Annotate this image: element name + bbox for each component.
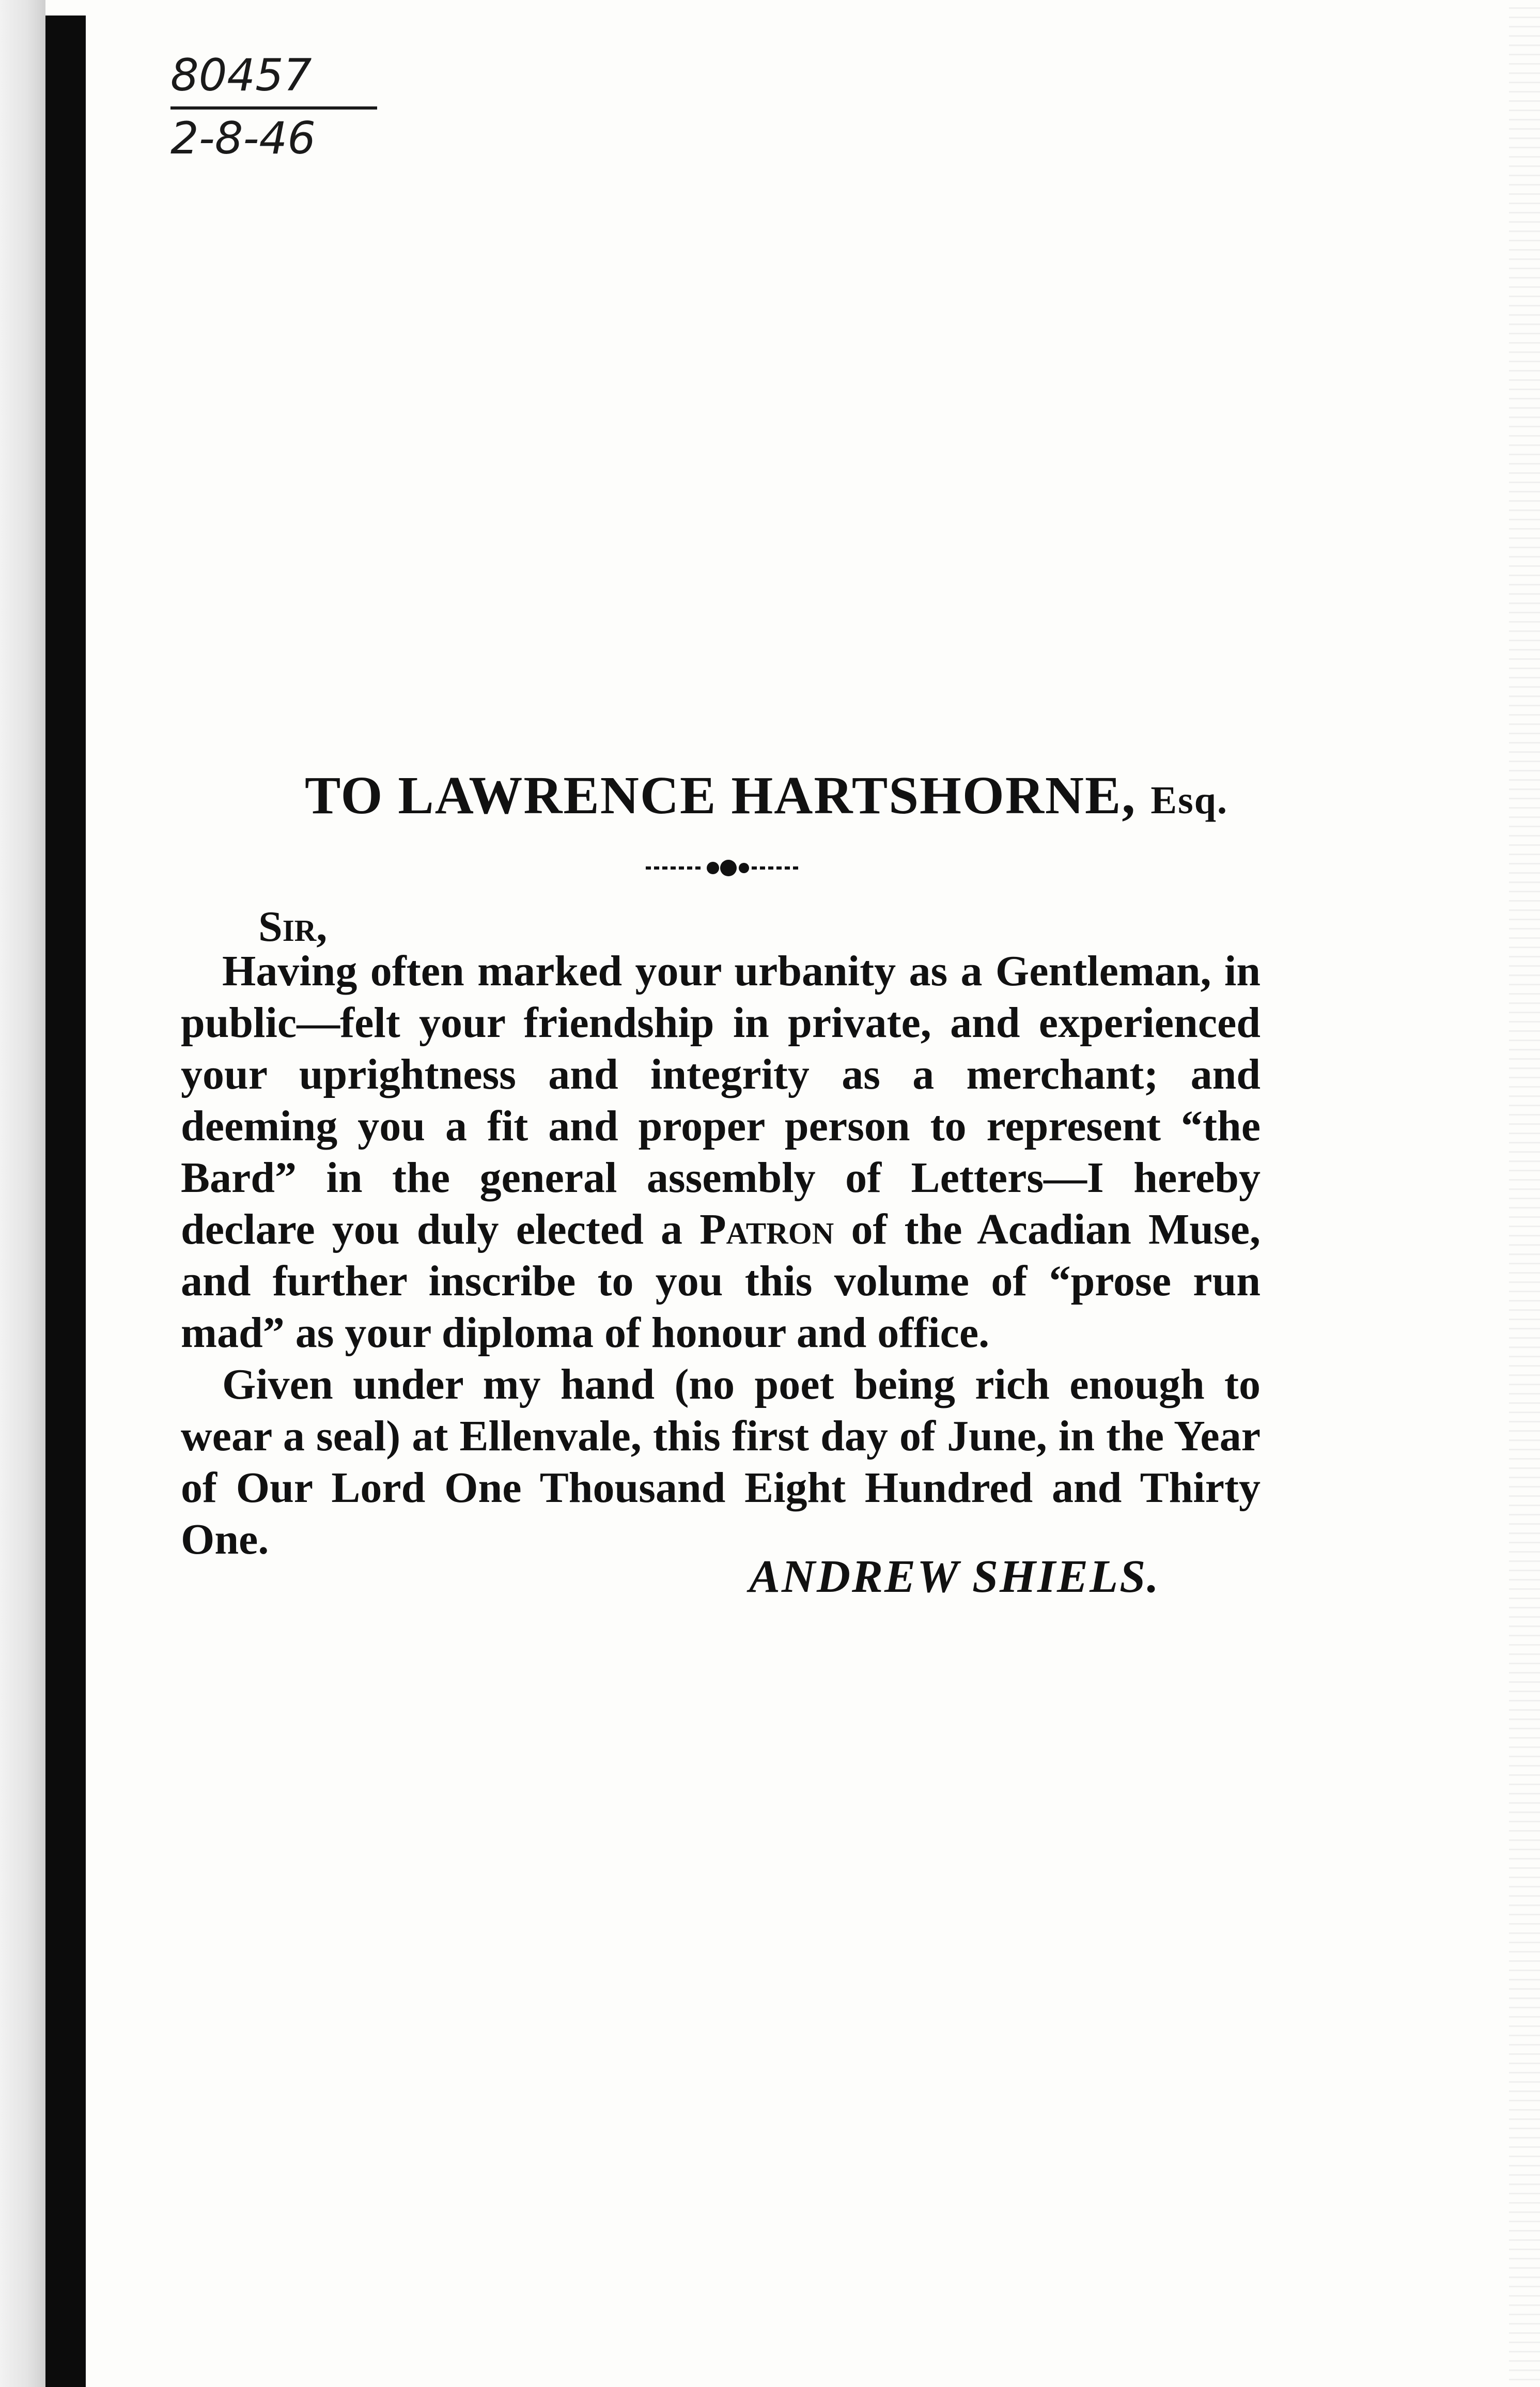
catalog-date: 2-8-46 — [170, 113, 316, 164]
heading-esq: Esq. — [1150, 779, 1228, 822]
patron-word: Patron — [699, 1205, 834, 1253]
handwritten-catalog-mark — [170, 47, 377, 167]
heading-name: TO LAWRENCE HARTSHORNE, — [305, 766, 1137, 825]
dedication-paragraph-closing: Given under my hand (no poet being rich enough to wear a seal) at Ellenvale, this first day of June, in the Year of Our Lord One Thousand Eight Hundred and Thirty One. — [181, 1360, 1261, 1563]
dedication-paragraph — [181, 946, 1261, 1359]
page-edge-texture — [1509, 0, 1540, 2387]
paragraph-text: Having often marked your urbanity as a Gentleman, in public—felt your friendship in private, and experienced your uprightness and integrity as a merchant; and deeming you a fit and proper person to represent “the Bard” in the general assembly of Letters—I hereby declare you duly elected a — [181, 947, 1261, 1253]
paragraph-text-continued: of the Acadian Muse, and further inscribe to you this volume of “prose run mad” as your diploma of honour and office. — [181, 1205, 1261, 1357]
binding-edge — [45, 16, 86, 2387]
ornament-divider-icon — [641, 858, 806, 878]
binding-shadow — [0, 0, 45, 2387]
author-signature: ANDREW SHIELS. — [749, 1551, 1160, 1602]
catalog-number: 80457 — [170, 47, 377, 110]
salutation: Sir, — [258, 903, 328, 951]
dedication-body — [181, 946, 1261, 1566]
dedication-heading — [305, 765, 1228, 826]
